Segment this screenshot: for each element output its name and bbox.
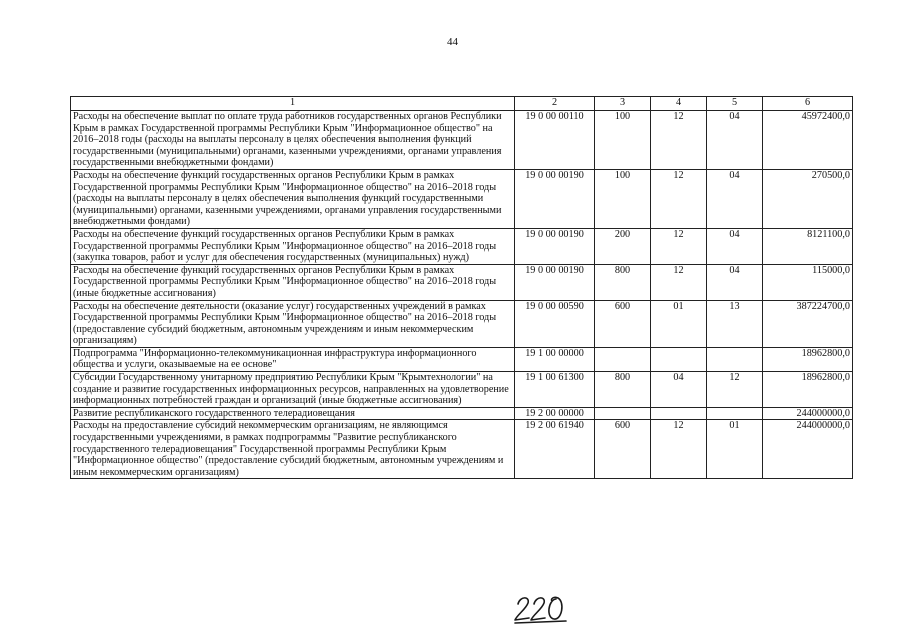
column-header: 4 [651,97,707,111]
row-amount: 387224700,0 [763,300,853,347]
row-expense-type: 800 [595,372,651,408]
row-subsection: 12 [707,372,763,408]
column-header: 6 [763,97,853,111]
row-name: Развитие республиканского государственного телерадиовещания [71,407,515,420]
row-expense-type: 600 [595,300,651,347]
row-target-code: 19 1 00 00000 [515,347,595,371]
row-name: Расходы на обеспечение функций государственных органов Республики Крым в рамках Государственной программы Республики Крым "Информационное общество" на 2016–2018 годы (иные бюджетные ассигнования) [71,264,515,300]
row-section: 01 [651,300,707,347]
row-subsection: 04 [707,111,763,170]
row-expense-type: 100 [595,111,651,170]
row-name: Подпрограмма "Информационно-телекоммуникационная инфраструктура информационного общества и услуги, оказываемые на ее основе" [71,347,515,371]
row-expense-type: 100 [595,169,651,228]
column-header: 3 [595,97,651,111]
table-row [71,407,853,420]
row-amount: 270500,0 [763,169,853,228]
table-row [71,300,853,347]
row-name: Расходы на обеспечение функций государственных органов Республики Крым в рамках Государственной программы Республики Крым "Информационное общество" на 2016–2018 годы (закупка товаров, работ и услуг для обеспечения государственных (муниципальных) нужд) [71,228,515,264]
row-amount: 8121100,0 [763,228,853,264]
row-section [651,407,707,420]
column-header: 2 [515,97,595,111]
budget-table [70,96,853,479]
row-section: 12 [651,264,707,300]
row-target-code: 19 2 00 61940 [515,420,595,479]
row-target-code: 19 0 00 00590 [515,300,595,347]
row-subsection: 13 [707,300,763,347]
row-expense-type: 600 [595,420,651,479]
row-section: 12 [651,111,707,170]
row-section: 04 [651,372,707,408]
row-target-code: 19 1 00 61300 [515,372,595,408]
table-header-row [71,97,853,111]
table-row [71,372,853,408]
row-name: Расходы на обеспечение деятельности (оказание услуг) государственных учреждений в рамках Государственной программы Республики Крым "Информационное общество" на 2016–2018 годы (предоставление субсидий бюджетным, автономным учреждениям и иным некоммерческим организациям) [71,300,515,347]
row-name: Расходы на предоставление субсидий некоммерческим организациям, не являющимся государственными учреждениями, в рамках подпрограммы "Развитие республиканского государственного телерадиовещания" Государственной программы Республики Крым "Информационное общество" (предоставление субсидий бюджетным, автономным учреждениям и иным некоммерческим организациям) [71,420,515,479]
row-target-code: 19 0 00 00190 [515,169,595,228]
row-amount: 115000,0 [763,264,853,300]
row-section: 12 [651,228,707,264]
row-subsection: 04 [707,264,763,300]
handwritten-page-mark [512,590,570,624]
table-row [71,264,853,300]
row-amount: 18962800,0 [763,372,853,408]
row-expense-type: 800 [595,264,651,300]
row-subsection: 04 [707,169,763,228]
row-subsection: 04 [707,228,763,264]
row-amount: 244000000,0 [763,420,853,479]
row-subsection [707,347,763,371]
page-number: 44 [447,36,458,48]
table-row [71,347,853,371]
row-target-code: 19 0 00 00190 [515,264,595,300]
row-section: 12 [651,169,707,228]
row-subsection [707,407,763,420]
row-name: Расходы на обеспечение функций государственных органов Республики Крым в рамках Государственной программы Республики Крым "Информационное общество" на 2016–2018 годы (расходы на выплаты персоналу в целях обеспечения выполнения функций государственными (муниципальными) органами, казенными учреждениями, органами управления государственными внебюджетными фондами) [71,169,515,228]
row-amount: 45972400,0 [763,111,853,170]
column-header: 5 [707,97,763,111]
table-row [71,420,853,479]
table-row [71,169,853,228]
row-section [651,347,707,371]
row-name: Расходы на обеспечение выплат по оплате труда работников государственных органов Республики Крым в рамках Государственной программы Республики Крым "Информационное общество" на 2016–2018 годы (расходы на выплаты персоналу в целях обеспечения выполнения функций государственными (муниципальными) органами, казенными учреждениями, органами управления государственными внебюджетными фондами) [71,111,515,170]
row-section: 12 [651,420,707,479]
row-subsection: 01 [707,420,763,479]
row-target-code: 19 0 00 00190 [515,228,595,264]
row-amount: 18962800,0 [763,347,853,371]
row-target-code: 19 0 00 00110 [515,111,595,170]
row-expense-type [595,407,651,420]
table-row [71,228,853,264]
row-target-code: 19 2 00 00000 [515,407,595,420]
column-header: 1 [71,97,515,111]
row-expense-type [595,347,651,371]
row-expense-type: 200 [595,228,651,264]
row-amount: 244000000,0 [763,407,853,420]
row-name: Субсидии Государственному унитарному предприятию Республики Крым "Крымтехнологии" на создание и развитие государственных информационных ресурсов, направленных на удовлетворение информационных потребностей граждан и организаций (иные бюджетные ассигнования) [71,372,515,408]
table-row [71,111,853,170]
